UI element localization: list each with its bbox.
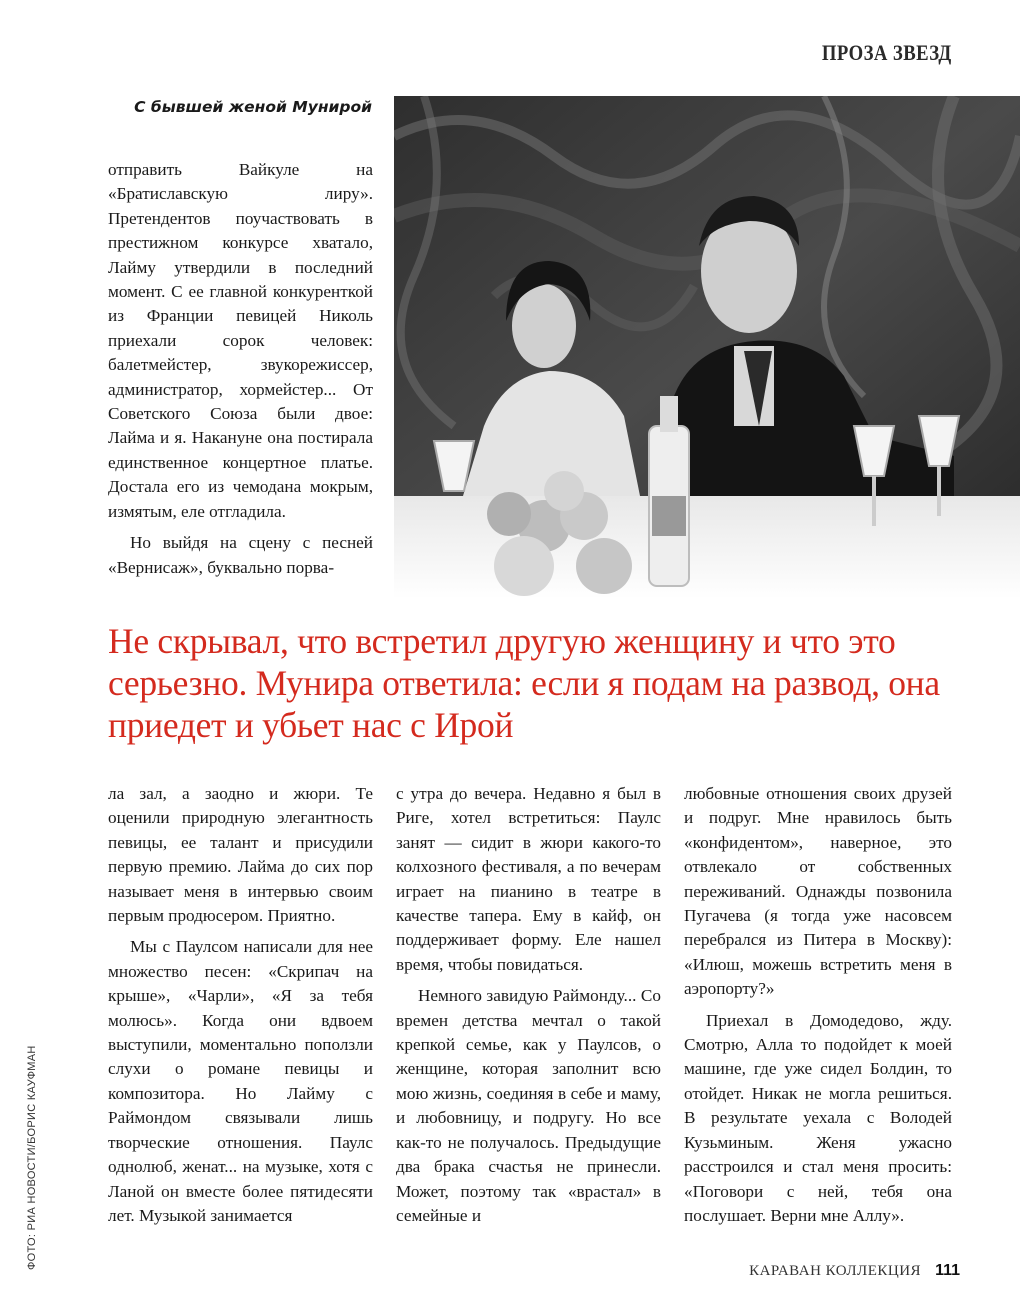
section-title: ПРОЗА ЗВЕЗД xyxy=(822,40,952,65)
photo-couple-at-dinner xyxy=(394,96,1020,599)
pull-quote: Не скрывал, что встретил другую женщину и что это серьезно. Мунира ответила: если я подам на развод, она приедет и убьет нас с Ирой xyxy=(108,621,940,745)
paragraph: любовные отношения своих друзей и подруг. Мне нравилось быть «конфидентом», наверное, это отвлекало от собственных переживаний. Однажды позвонила Пугачева (я тогда уже насовсем перебрался из Питера в Москву): «Илюш, можешь встретить меня в аэропорту?» xyxy=(684,784,952,999)
paragraph: ла зал, а заодно и жюри. Те оценили природную элегантность певицы, ее талант и присудили первую премию. Лайма до сих пор называет меня в интервью своим первым продюсером. Приятно. xyxy=(108,784,373,926)
paragraph: Немного завидую Раймонду... Со времен детства мечтал о такой крепкой семье, как у Паулсов, о женщине, которая заполнит всю мою жизнь, соединяя в себе и маму, и любовницу, и подругу. Но все как-то не получалось. Предыдущие два брака счастья не принесли. Может, поэтому так «врастал» в семейные и xyxy=(396,986,661,1225)
intro-text xyxy=(108,158,373,587)
paragraph: Приехал в Домодедово, жду. Смотрю, Алла то подойдет к моей машине, где уже сидел Болдин, то отойдет. Никак не могла решиться. В результате уехала с Володей Кузьминым. Женя ужасно расстроился и стал меня просить: «Поговори с ней, тебя она послушает. Верни мне Аллу». xyxy=(684,1010,952,1225)
text-column-2 xyxy=(396,782,661,1235)
photo-credit: ФОТО: РИА НОВОСТИ/БОРИС КАУФМАН xyxy=(26,1045,38,1270)
photo-caption: С бывшей женой Мунирой xyxy=(134,98,372,116)
paragraph: с утра до вечера. Недавно я был в Риге, хотел встретиться: Паулс занят — сидит в жюри какого-то колхозного фестиваля, а по вечерам играет на пианино в театре в качестве тапера. Ему в кайф, он поддерживает форму. Еле нашел время, чтобы повидаться. xyxy=(396,784,661,974)
page-footer xyxy=(749,1262,960,1280)
paragraph: Мы с Паулсом написали для нее множество песен: «Скрипач на крыше», «Чарли», «Я за тебя молюсь». Когда они вдвоем выступили, моментально поползли слухи о романе певицы и композитора. Но Лайму с Раймондом связывали лишь творческие отношения. Паулс однолюб, женат... на музыке, хотя с Ланой он вместе более пятидесяти лет. Музыкой занимается xyxy=(108,937,373,1225)
text-column-3 xyxy=(684,782,952,1235)
intro-paragraph: отправить Вайкуле на «Братиславскую лиру». Претендентов поучаствовать в престижном конкурсе хватало, Лайму утвердили в последний момент. С ее главной конкуренткой из Франции певицей Николь приехали сорок человек: балетмейстер, звукорежиссер, администратор, хормейстер... От Советского Союза были двое: Лайма и я. Накануне она постирала единственное концертное платье. Достала его из чемодана мокрым, измятым, еле отгладила. xyxy=(108,160,373,521)
intro-paragraph: Но выйдя на сцену с песней «Вернисаж», буквально порва- xyxy=(108,533,373,577)
page-number: 111 xyxy=(935,1262,960,1279)
magazine-name: КАРАВАН КОЛЛЕКЦИЯ xyxy=(749,1263,922,1279)
text-column-1 xyxy=(108,782,373,1235)
